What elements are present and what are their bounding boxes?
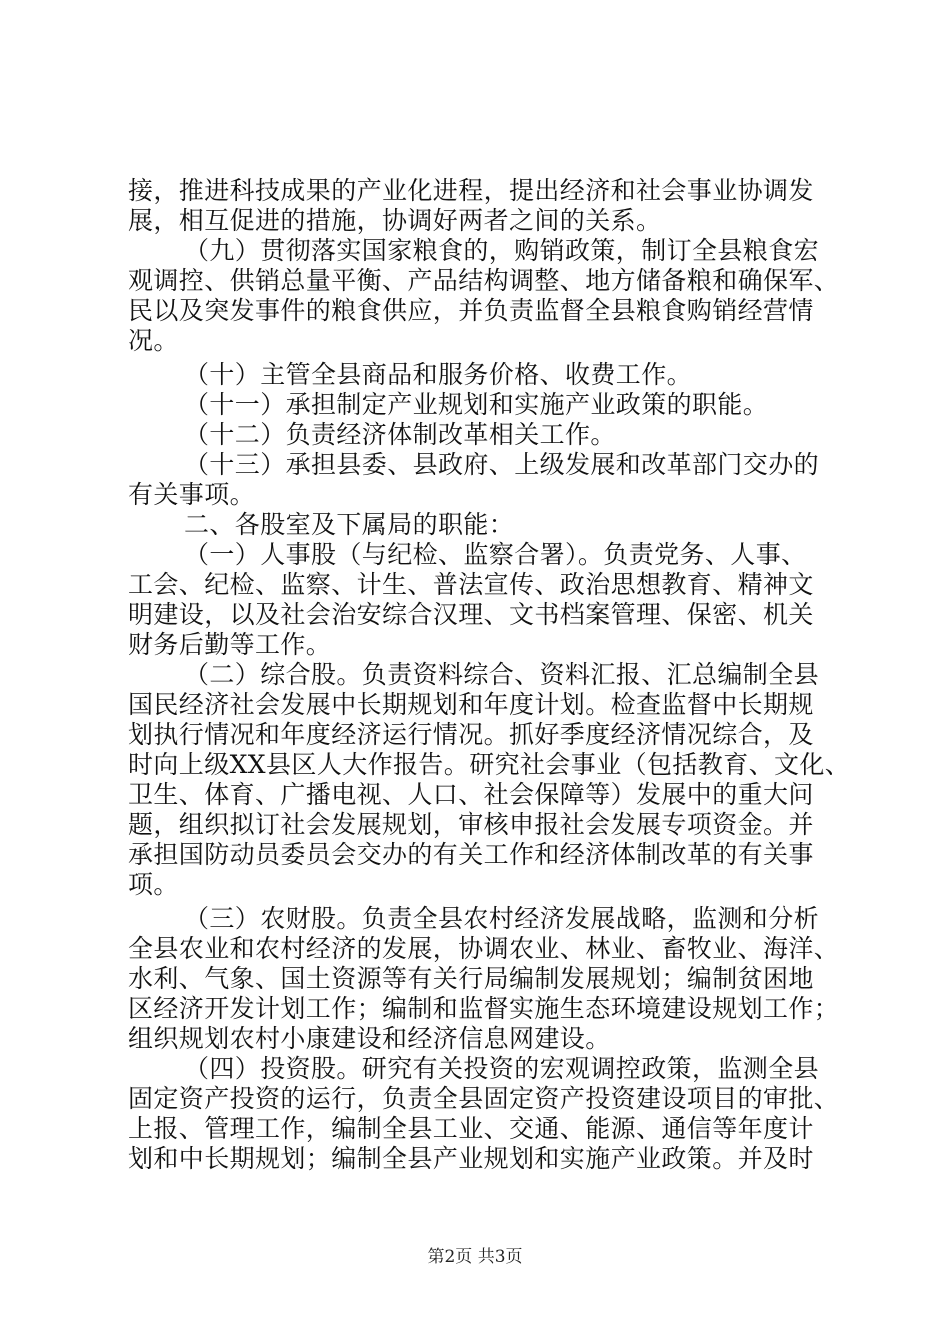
text-line: （十）主管全县商品和服务价格、收费工作。 [184,360,693,389]
section-heading: 二、各股室及下属局的职能： [184,510,515,539]
text-line: 水利、气象、国土资源等有关行局编制发展规划；编制贫困地 [128,964,814,993]
text-line: （四）投资股。研究有关投资的宏观调控政策，监测全县 [184,1054,820,1083]
text-line: （十三）承担县委、县政府、上级发展和改革部门交办的 [184,450,820,479]
text-line: 工会、纪检、监察、计生、普法宣传、政治思想教育、精神文 [128,570,814,599]
text-line: 承担国防动员委员会交办的有关工作和经济体制改革的有关事 [128,840,814,869]
page-number-footer: 第2页 共3页 [427,1247,523,1267]
text-line: 有关事项。 [128,480,256,509]
text-line: 展，相互促进的措施，协调好两者之间的关系。 [128,206,662,235]
text-line: （二）综合股。负责资料综合、资料汇报、汇总编制全县 [184,660,820,689]
text-line: 区经济开发计划工作；编制和监督实施生态环境建设规划工作； [128,994,840,1023]
text-line: 上报、管理工作，编制全县工业、交通、能源、通信等年度计 [128,1114,814,1143]
text-line: 明建设，以及社会治安综合汉理、文书档案管理、保密、机关 [128,600,814,629]
text-line: 固定资产投资的运行，负责全县固定资产投资建设项目的审批、 [128,1084,840,1113]
text-line: 划和中长期规划；编制全县产业规划和实施产业政策。并及时 [128,1144,814,1173]
text-line: 观调控、供销总量平衡、产品结构调整、地方储备粮和确保军、 [128,266,840,295]
text-line: 全县农业和农村经济的发展，协调农业、林业、畜牧业、海洋、 [128,934,840,963]
text-line: 项。 [128,870,179,899]
text-line: （十一）承担制定产业规划和实施产业政策的职能。 [184,390,769,419]
text-line: 组织规划农村小康建设和经济信息网建设。 [128,1024,611,1053]
text-line: 国民经济社会发展中长期规划和年度计划。检查监督中长期规 [128,690,814,719]
text-line: 接，推进科技成果的产业化进程，提出经济和社会事业协调发 [128,176,814,205]
text-line: （三）农财股。负责全县农村经济发展战略，监测和分析 [184,904,820,933]
text-line: 财务后勤等工作。 [128,630,332,659]
text-line: 划执行情况和年度经济运行情况。抓好季度经济情况综合，及 [128,720,814,749]
text-line: 时向上级XX县区人大作报告。研究社会事业（包括教育、文化、 [128,750,851,779]
text-line: （九）贯彻落实国家粮食的，购销政策，制订全县粮食宏 [184,236,820,265]
text-line: 卫生、体育、广播电视、人口、社会保障等）发展中的重大问 [128,780,814,809]
text-line: 况。 [128,326,179,355]
text-line: 题，组织拟订社会发展规划，审核申报社会发展专项资金。并 [128,810,814,839]
text-line: （十二）负责经济体制改革相关工作。 [184,420,616,449]
text-line: （一）人事股（与纪检、监察合署）。负责党务、人事、 [184,540,807,569]
document-body [128,176,851,1174]
text-line: 民以及突发事件的粮食供应，并负责监督全县粮食购销经营情 [128,296,814,325]
